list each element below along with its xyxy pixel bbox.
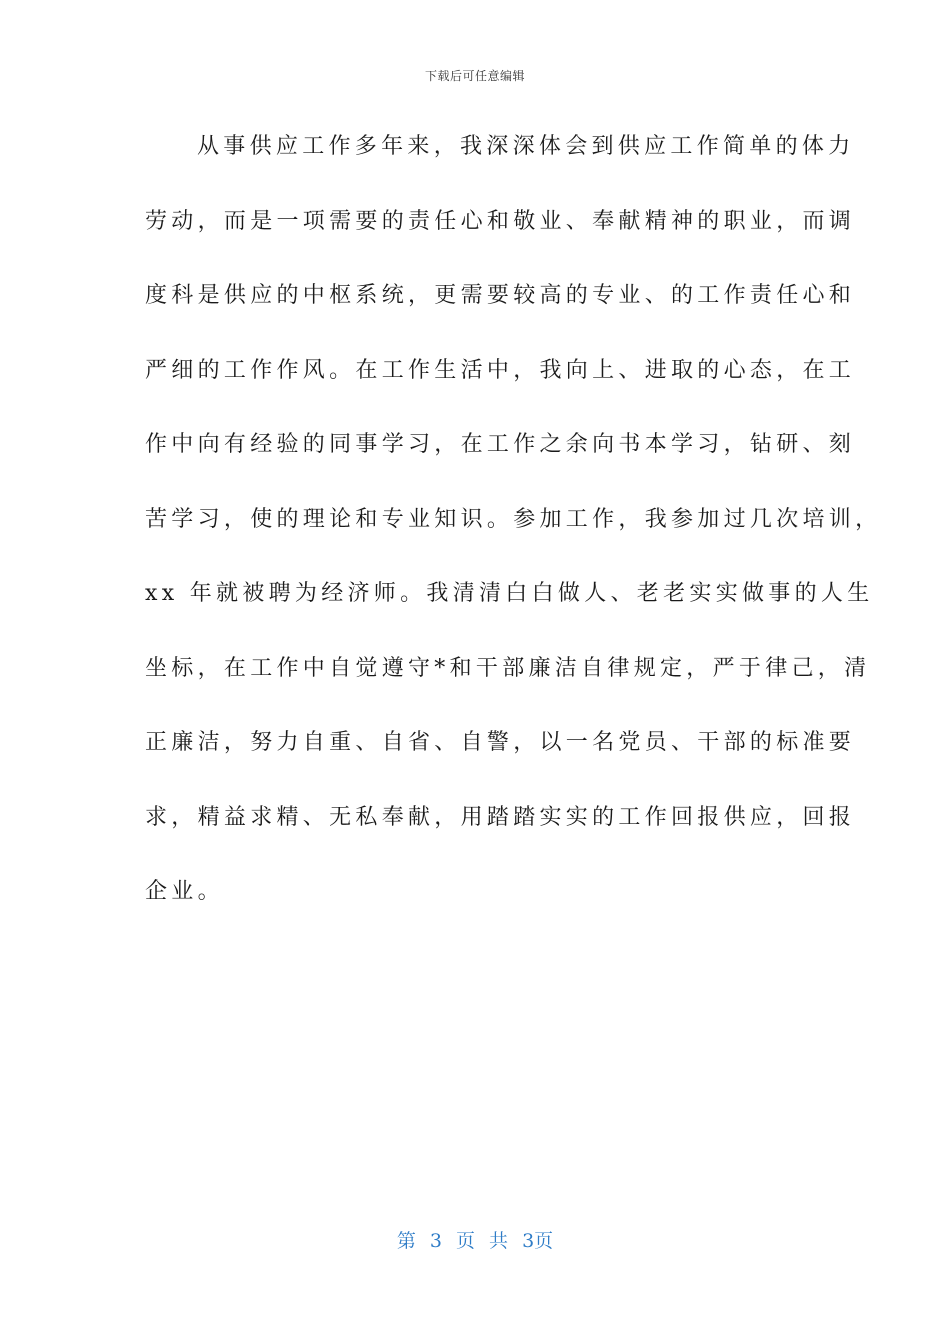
paragraph-line: xx 年就被聘为经济师。我清清白白做人、老老实实做事的人生 — [145, 581, 874, 606]
paragraph-line: 从事供应工作多年来，我深深体会到供应工作简单的体力 — [197, 134, 855, 159]
paragraph-line: 正廉洁，努力自重、自省、自警，以一名党员、干部的标准要 — [145, 730, 856, 755]
paragraph-line: 作中向有经验的同事学习，在工作之余向书本学习，钻研、刻 — [145, 432, 856, 457]
paragraph-line: 企业。 — [145, 879, 224, 904]
paragraph-line: 苦学习，使的理论和专业知识。参加工作，我参加过几次培训， — [145, 506, 882, 532]
header-note: 下载后可任意编辑 — [424, 69, 525, 83]
page-number-footer: 第 3 页 共 3页 — [396, 1230, 554, 1252]
paragraph-line: 求，精益求精、无私奉献，用踏踏实实的工作回报供应，回报 — [145, 804, 856, 830]
paragraph-line: 劳动，而是一项需要的责任心和敬业、奉献精神的职业，而调 — [145, 208, 856, 234]
paragraph-line: 坐标，在工作中自觉遵守*和干部廉洁自律规定，严于律己，清 — [145, 655, 871, 681]
body-paragraph — [145, 128, 882, 948]
paragraph-line: 度科是供应的中枢系统，更需要较高的专业、的工作责任心和 — [145, 283, 856, 308]
paragraph-line: 严细的工作作风。在工作生活中，我向上、进取的心态，在工 — [145, 357, 856, 383]
